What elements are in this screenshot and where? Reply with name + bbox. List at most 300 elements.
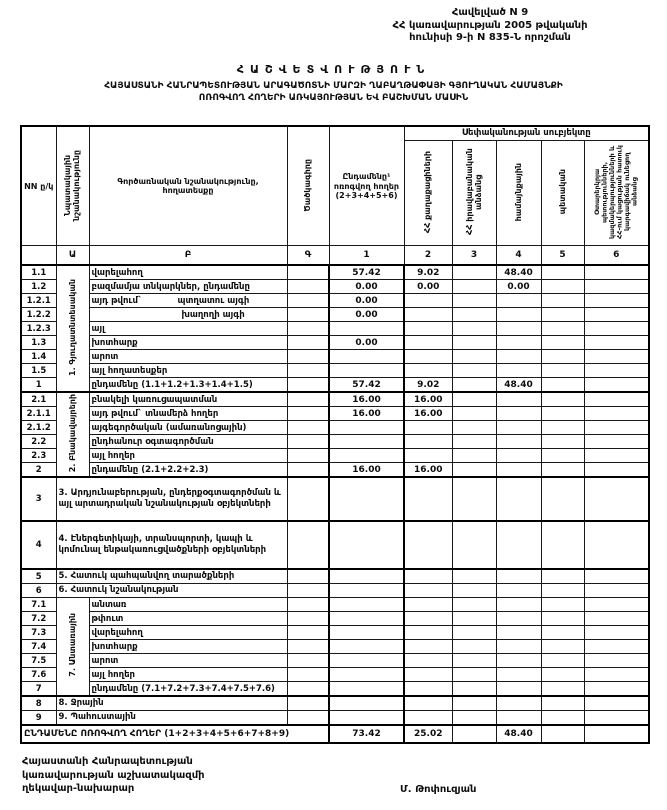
value-cell — [541, 435, 584, 449]
value-cell: 0.00 — [329, 336, 404, 350]
row-label-prefix: այդ թվում` — [91, 295, 143, 306]
value-cell — [584, 584, 649, 598]
value-cell — [584, 626, 649, 640]
purpose-group-label — [56, 265, 89, 392]
value-cell — [404, 521, 452, 569]
row-label: 5. Հատուկ պահպանվող տարածքների — [56, 569, 287, 584]
value-cell — [584, 477, 649, 521]
value-cell — [541, 449, 584, 463]
table-row — [21, 435, 649, 449]
row-label: խաղողի այգի — [89, 308, 287, 322]
col-header-foreign — [584, 141, 649, 246]
col-letter: Գ — [287, 246, 329, 266]
value-cell: 57.42 — [329, 378, 404, 393]
col-letter — [21, 246, 56, 266]
value-cell — [452, 392, 496, 407]
value-cell — [584, 640, 649, 654]
value-cell — [541, 392, 584, 407]
code-cell — [287, 626, 329, 640]
code-cell — [287, 584, 329, 598]
col-header-code-label: Ծածկագիրը — [303, 158, 313, 212]
row-num: 4 — [21, 521, 56, 569]
value-cell — [329, 435, 404, 449]
value-cell — [452, 569, 496, 584]
value-cell — [496, 421, 541, 435]
code-cell — [287, 364, 329, 378]
code-cell — [287, 654, 329, 668]
value-cell — [452, 378, 496, 393]
row-num: 1.2 — [21, 280, 56, 294]
page-title: ՀԱՇՎԵՏՎՈՒԹՅՈՒՆ — [236, 63, 431, 76]
table-row — [21, 521, 649, 569]
code-cell — [287, 280, 329, 294]
value-cell: 16.00 — [404, 463, 452, 478]
value-cell — [496, 477, 541, 521]
table-row — [21, 668, 649, 682]
row-num: 1.4 — [21, 350, 56, 364]
table-row — [21, 407, 649, 421]
value-cell — [329, 350, 404, 364]
table-row — [21, 612, 649, 626]
value-cell — [404, 364, 452, 378]
table-row — [21, 421, 649, 435]
code-cell — [287, 407, 329, 421]
code-cell — [287, 265, 329, 280]
code-cell — [287, 308, 329, 322]
row-label: բնակելի կառուցապատման — [89, 392, 287, 407]
value-cell — [329, 711, 404, 726]
row-num: 2.1.1 — [21, 407, 56, 421]
table-row — [21, 280, 649, 294]
value-cell — [541, 584, 584, 598]
value-cell — [584, 569, 649, 584]
value-cell — [404, 449, 452, 463]
value-cell — [452, 626, 496, 640]
value-cell — [584, 265, 649, 280]
table-row — [21, 682, 649, 697]
signatory-line: ղեկավար-նախարար — [22, 783, 135, 794]
value-cell — [584, 350, 649, 364]
row-num: 8 — [21, 696, 56, 711]
table-row — [21, 584, 649, 598]
column-letters-row — [21, 246, 649, 266]
value-cell — [541, 626, 584, 640]
value-cell — [496, 449, 541, 463]
row-num: 2.2 — [21, 435, 56, 449]
col-header-nn: NN ը/կ — [21, 126, 56, 246]
value-cell — [452, 449, 496, 463]
value-cell — [404, 435, 452, 449]
value-cell — [329, 521, 404, 569]
value-cell — [584, 521, 649, 569]
row-label: ընդամենը (1.1+1.2+1.3+1.4+1.5) — [89, 378, 287, 393]
code-cell — [287, 521, 329, 569]
value-cell — [329, 682, 404, 697]
value-cell — [584, 308, 649, 322]
col-header-purpose — [56, 126, 89, 246]
value-cell — [404, 668, 452, 682]
value-cell — [452, 612, 496, 626]
value-cell — [584, 336, 649, 350]
value-cell — [452, 364, 496, 378]
col-header-legal-entities — [452, 141, 496, 246]
table-row — [21, 696, 649, 711]
value-cell — [541, 294, 584, 308]
value-cell — [496, 521, 541, 569]
table-row — [21, 265, 649, 280]
value-cell — [541, 463, 584, 478]
row-label: այլ հողեր — [89, 449, 287, 463]
value-cell — [541, 725, 584, 743]
value-cell — [496, 711, 541, 726]
row-num: 7.6 — [21, 668, 56, 682]
table-row — [21, 477, 649, 521]
value-cell: 0.00 — [496, 280, 541, 294]
col-letter: Բ — [89, 246, 287, 266]
value-cell — [404, 696, 452, 711]
table-row — [21, 322, 649, 336]
value-cell — [496, 294, 541, 308]
code-cell — [287, 711, 329, 726]
value-cell — [496, 612, 541, 626]
value-cell — [452, 640, 496, 654]
value-cell — [541, 308, 584, 322]
value-cell — [404, 322, 452, 336]
col-header-ownership-group: Սեփականության սուբյեկտը — [404, 126, 649, 141]
value-cell: 0.00 — [329, 294, 404, 308]
value-cell — [496, 569, 541, 584]
value-cell — [329, 364, 404, 378]
table-row — [21, 725, 649, 743]
value-cell — [329, 477, 404, 521]
annex-line: Հավելված N 9 — [451, 7, 529, 18]
purpose-group-text: 2. Բնակավայրերի — [67, 394, 77, 473]
row-num: 7.3 — [21, 626, 56, 640]
value-cell — [452, 682, 496, 697]
value-cell: 48.40 — [496, 265, 541, 280]
code-cell — [287, 598, 329, 612]
row-label: ընդամենը (7.1+7.2+7.3+7.4+7.5+7.6) — [89, 682, 287, 697]
value-cell — [496, 598, 541, 612]
value-cell — [584, 598, 649, 612]
code-cell — [287, 682, 329, 697]
col-header-citizens-label: ՀՀ քաղաքացիների — [423, 150, 433, 234]
row-num: 1.3 — [21, 336, 56, 350]
page-subtitle-1: ՀԱՅԱՍՏԱՆԻ ՀԱՆՐԱՊԵՏՈՒԹՅԱՆ ԱՐԱԳԱԾՈՏՆԻ ՄԱՐԶԻ ՂԱԲԱՂԹԱՓԱՅԻ ԳՅՈՒՂԱԿԱՆ ՀԱՄԱՅՆՔԻ — [104, 81, 563, 91]
value-cell: 25.02 — [404, 725, 452, 743]
row-label: խոտհարք — [89, 640, 287, 654]
value-cell — [452, 584, 496, 598]
row-label: այլ հողատեսքեր — [89, 364, 287, 378]
code-cell — [287, 696, 329, 711]
code-cell — [287, 569, 329, 584]
table-body — [21, 265, 649, 743]
value-cell — [584, 612, 649, 626]
table-row — [21, 626, 649, 640]
value-cell — [329, 640, 404, 654]
value-cell — [584, 654, 649, 668]
row-label: արոտ — [89, 350, 287, 364]
table-row — [21, 654, 649, 668]
row-num: 5 — [21, 569, 56, 584]
row-label: բազմամյա տնկարկներ, ընդամենը — [89, 280, 287, 294]
value-cell — [584, 696, 649, 711]
row-num: 7.1 — [21, 598, 56, 612]
purpose-group-label — [56, 598, 89, 697]
col-header-state-label: պետական — [557, 169, 567, 215]
row-label: այգեգործական (ամառանոցային) — [89, 421, 287, 435]
value-cell — [496, 322, 541, 336]
col-header-functional: Գործառնական նշանակությունը, հողատեսքը — [89, 126, 287, 246]
table-row — [21, 350, 649, 364]
value-cell — [541, 477, 584, 521]
row-num: 7 — [21, 682, 56, 697]
signatory-title — [22, 755, 205, 796]
value-cell — [404, 294, 452, 308]
value-cell — [541, 640, 584, 654]
table-row — [21, 569, 649, 584]
value-cell — [541, 322, 584, 336]
value-cell — [404, 612, 452, 626]
value-cell — [496, 308, 541, 322]
col-letter: Ա — [56, 246, 89, 266]
col-header-community — [496, 141, 541, 246]
value-cell — [496, 336, 541, 350]
row-num: 1.5 — [21, 364, 56, 378]
value-cell: 0.00 — [404, 280, 452, 294]
value-cell — [541, 598, 584, 612]
value-cell — [541, 336, 584, 350]
value-cell — [584, 449, 649, 463]
code-cell — [287, 668, 329, 682]
value-cell — [329, 421, 404, 435]
grand-total-label: ԸՆԴԱՄԵՆԸ ՈՌՈԳՎՈՂ ՀՈՂԵՐ (1+2+3+4+5+6+7+8+9) — [21, 725, 329, 743]
row-label: 6. Հատուկ նշանակության — [56, 584, 287, 598]
signatory-line: Հայաստանի Հանրապետության — [22, 756, 193, 767]
value-cell — [404, 350, 452, 364]
value-cell — [452, 477, 496, 521]
value-cell — [541, 654, 584, 668]
annex-line: հունիսի 9-ի N 835-Ն որոշման — [409, 32, 571, 43]
value-cell — [329, 612, 404, 626]
value-cell — [496, 654, 541, 668]
row-num: 1 — [21, 378, 56, 393]
value-cell — [541, 711, 584, 726]
code-cell — [287, 449, 329, 463]
value-cell — [541, 668, 584, 682]
value-cell — [541, 350, 584, 364]
value-cell — [329, 696, 404, 711]
table-row — [21, 392, 649, 407]
value-cell — [584, 322, 649, 336]
row-label: այդ թվում` պտղատու այգի — [89, 294, 287, 308]
value-cell — [584, 280, 649, 294]
table-row — [21, 308, 649, 322]
value-cell: 16.00 — [404, 407, 452, 421]
code-cell — [287, 612, 329, 626]
code-cell — [287, 477, 329, 521]
value-cell — [584, 392, 649, 407]
row-label: 8. Ջրային — [56, 696, 287, 711]
row-num: 1.1 — [21, 265, 56, 280]
value-cell — [452, 668, 496, 682]
value-cell — [584, 378, 649, 393]
value-cell: 16.00 — [404, 392, 452, 407]
table-row — [21, 378, 649, 393]
row-label: այլ — [89, 322, 287, 336]
row-label: ընդամենը (2.1+2.2+2.3) — [89, 463, 287, 478]
row-label: վարելահող — [89, 626, 287, 640]
code-cell — [287, 421, 329, 435]
value-cell — [404, 711, 452, 726]
value-cell — [329, 569, 404, 584]
signatory-line: կառավարության աշխատակազմի — [22, 769, 205, 781]
value-cell: 16.00 — [329, 463, 404, 478]
row-label: 4. Էներգետիկայի, տրանսպորտի, կապի և կոմունալ ենթակառուցվածքների օբյեկտների — [56, 521, 287, 569]
code-cell — [287, 350, 329, 364]
value-cell — [452, 598, 496, 612]
value-cell — [496, 392, 541, 407]
annex-reference — [330, 7, 650, 45]
table-row — [21, 364, 649, 378]
col-letter: 1 — [329, 246, 404, 266]
value-cell — [541, 696, 584, 711]
table-row — [21, 336, 649, 350]
value-cell — [452, 294, 496, 308]
row-num: 1.2.3 — [21, 322, 56, 336]
value-cell — [329, 598, 404, 612]
value-cell — [404, 682, 452, 697]
code-cell — [287, 322, 329, 336]
row-label: ընդհանուր օգտագործման — [89, 435, 287, 449]
col-header-community-label: համայնքային — [513, 162, 523, 222]
value-cell — [496, 463, 541, 478]
value-cell — [584, 668, 649, 682]
value-cell — [329, 449, 404, 463]
value-cell — [452, 435, 496, 449]
page-subtitle-2: ՈՌՈԳՎՈՂ ՀՈՂԵՐԻ ԱՌԿԱՅՈՒԹՅԱՆ ԵՎ ԲԱՇԽՄԱՆ ՄԱՍԻՆ — [198, 93, 469, 103]
value-cell — [496, 626, 541, 640]
col-letter: 3 — [452, 246, 496, 266]
row-label: արոտ — [89, 654, 287, 668]
row-label: 3. Արդյունաբերության, ընդերքօգտագործման և այլ արտադրական նշանակության օբյեկտների — [56, 477, 287, 521]
code-cell — [287, 294, 329, 308]
row-label: անտառ — [89, 598, 287, 612]
value-cell — [329, 626, 404, 640]
col-header-code — [287, 126, 329, 246]
value-cell — [584, 407, 649, 421]
row-num: 1.2.2 — [21, 308, 56, 322]
col-letter: 4 — [496, 246, 541, 266]
value-cell — [404, 336, 452, 350]
row-num: 7.2 — [21, 612, 56, 626]
value-cell — [452, 407, 496, 421]
row-num: 2.1 — [21, 392, 56, 407]
row-label: այդ թվում` տնամերձ հողեր — [89, 407, 287, 421]
row-num: 1.2.1 — [21, 294, 56, 308]
value-cell — [452, 322, 496, 336]
value-cell — [496, 668, 541, 682]
value-cell: 9.02 — [404, 378, 452, 393]
value-cell — [329, 322, 404, 336]
value-cell — [452, 280, 496, 294]
value-cell — [452, 725, 496, 743]
value-cell — [452, 308, 496, 322]
value-cell — [329, 654, 404, 668]
col-letter: 5 — [541, 246, 584, 266]
value-cell — [404, 421, 452, 435]
value-cell — [541, 682, 584, 697]
value-cell: 48.40 — [496, 378, 541, 393]
signature-name: Մ. Թոփուզյան — [400, 784, 477, 795]
col-header-foreign-label: Օտարերկրյա պետությունների, կազմակերպությունների և ՀՀ-ում կացության հատուկ կարգավիճակ ունեցող անձանց — [592, 145, 639, 239]
table-row — [21, 463, 649, 478]
col-header-state — [541, 141, 584, 246]
code-cell — [287, 378, 329, 393]
code-cell — [287, 435, 329, 449]
value-cell — [404, 477, 452, 521]
row-num: 7.5 — [21, 654, 56, 668]
value-cell — [496, 640, 541, 654]
row-num: 2.1.2 — [21, 421, 56, 435]
value-cell — [452, 696, 496, 711]
col-header-purpose-label: Նպատակային նշանակությունը — [63, 149, 82, 221]
value-cell — [496, 584, 541, 598]
value-cell — [541, 612, 584, 626]
value-cell — [584, 294, 649, 308]
purpose-group-label — [56, 392, 89, 477]
value-cell — [496, 364, 541, 378]
row-num: 7.4 — [21, 640, 56, 654]
value-cell — [452, 521, 496, 569]
table-row — [21, 711, 649, 726]
value-cell — [541, 280, 584, 294]
row-label: 9. Պահուստային — [56, 711, 287, 726]
value-cell: 0.00 — [329, 280, 404, 294]
value-cell — [541, 421, 584, 435]
value-cell — [584, 711, 649, 726]
value-cell — [541, 265, 584, 280]
value-cell — [541, 407, 584, 421]
report-table — [20, 125, 650, 744]
value-cell — [404, 654, 452, 668]
row-num: 6 — [21, 584, 56, 598]
value-cell — [404, 308, 452, 322]
row-label: այլ հողեր — [89, 668, 287, 682]
table-row — [21, 598, 649, 612]
row-num: 2.3 — [21, 449, 56, 463]
value-cell — [452, 421, 496, 435]
value-cell — [584, 421, 649, 435]
value-cell — [584, 364, 649, 378]
value-cell: 16.00 — [329, 392, 404, 407]
value-cell — [584, 463, 649, 478]
value-cell — [496, 682, 541, 697]
value-cell: 16.00 — [329, 407, 404, 421]
purpose-group-text: 1. Գյուղատնտեսական — [67, 278, 77, 376]
annex-line: ՀՀ կառավարության 2005 թվականի — [392, 19, 588, 31]
row-label: խոտհարք — [89, 336, 287, 350]
code-cell — [287, 392, 329, 407]
value-cell — [541, 521, 584, 569]
row-label: վարելահող — [89, 265, 287, 280]
value-cell — [329, 584, 404, 598]
value-cell: 9.02 — [404, 265, 452, 280]
value-cell — [404, 626, 452, 640]
col-letter: 6 — [584, 246, 649, 266]
value-cell — [404, 584, 452, 598]
value-cell — [452, 654, 496, 668]
